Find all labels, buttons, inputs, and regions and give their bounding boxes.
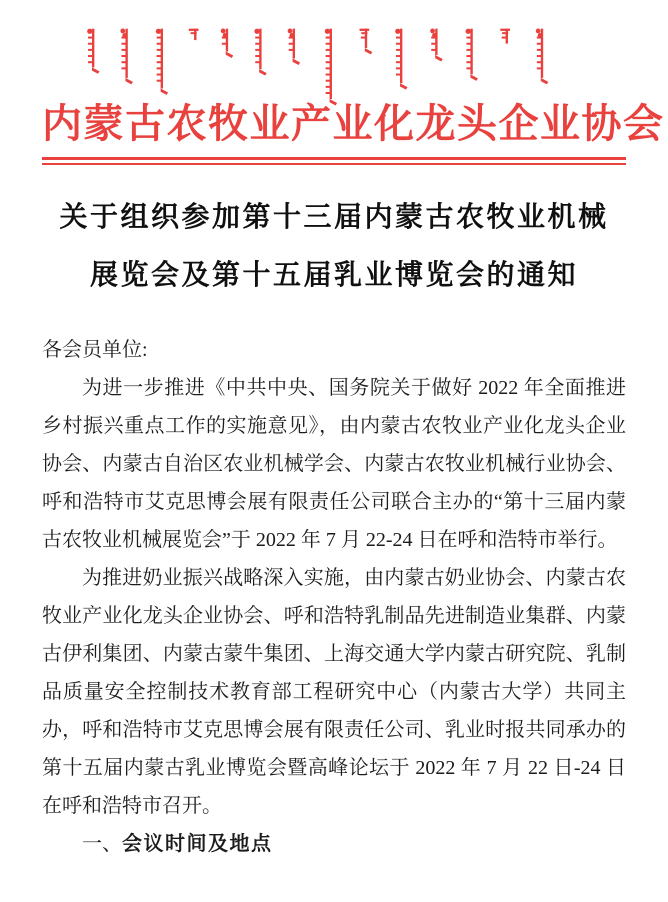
document-title-line2: 展览会及第十五届乳业博览会的通知 xyxy=(89,260,578,291)
section-heading-text: 会议时间及地点 xyxy=(122,833,273,855)
document-body xyxy=(42,331,626,863)
paragraph-2: 为推进奶业振兴战略深入实施，由内蒙古奶业协会、内蒙古农牧业产业化龙头企业协会、呼和浩特乳制品先进制造业集群、内蒙古伊利集团、内蒙古蒙牛集团、上海交通大学内蒙古研究院、乳制品质量安全控制技术教育部工程研究中心（内蒙古大学）共同主办，呼和浩特市艾克思博会展有限责任公司、乳业时报共同承办的第十五届内蒙古乳业博览会暨高峰论坛于 2022 年 7 月 22 日-24 日在呼和浩特市召开。 xyxy=(42,567,626,817)
paragraph-1: 为进一步推进《中共中央、国务院关于做好 2022 年全面推进乡村振兴重点工作的实施意见》，由内蒙古农牧业产业化龙头企业协会、内蒙古自治区农业机械学会、内蒙古农牧业机械行业协会、呼和浩特市艾克思博会展有限责任公司联合主办的“第十三届内蒙古农牧业机械展览会”于 2022 年 7 月 22-24 日在呼和浩特市举行。 xyxy=(42,377,626,551)
section-heading-number: 一、 xyxy=(82,833,122,855)
document-title xyxy=(42,189,626,305)
double-rule-divider xyxy=(42,157,626,165)
org-name: 内蒙古农牧业产业化龙头企业协会 xyxy=(42,101,665,146)
section-heading xyxy=(42,825,626,863)
document-title-line1: 关于组织参加第十三届内蒙古农牧业机械 xyxy=(59,202,609,233)
salutation: 各会员单位: xyxy=(42,339,148,361)
